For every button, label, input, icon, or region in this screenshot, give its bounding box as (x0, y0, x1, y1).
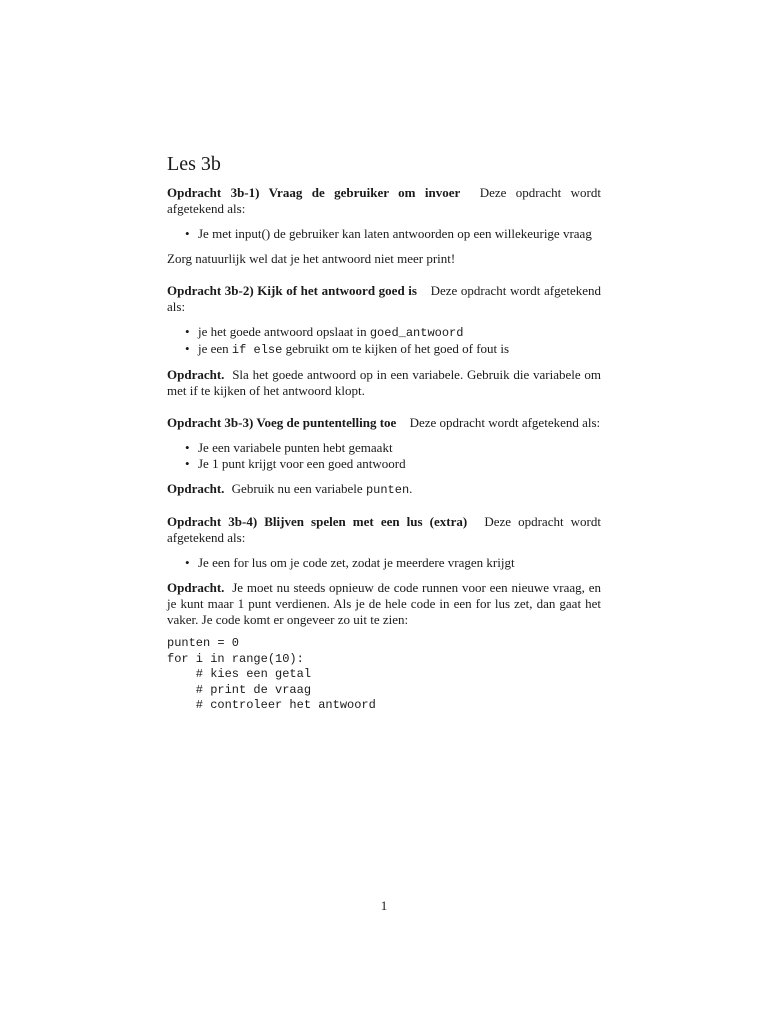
task-header (167, 514, 601, 546)
code-block (167, 636, 601, 714)
task-header (167, 185, 601, 217)
bullet-icon: • (185, 226, 190, 241)
assignment-text-pre: Gebruik nu een variabele (231, 481, 366, 496)
criterion-text: Je met input() de gebruiker kan laten antwoorden op een willekeurige vraag (198, 226, 592, 241)
code-line: # controleer het antwoord (167, 698, 376, 712)
task-3b-2 (167, 283, 601, 399)
task-3b-1 (167, 185, 601, 267)
bullet-icon: • (185, 440, 190, 455)
document-title: Les 3b (167, 153, 221, 175)
task-title: Opdracht 3b-3) Voeg de puntentelling toe (167, 415, 397, 430)
criteria-list (167, 440, 601, 472)
criterion-text-post: gebruikt om te kijken of het goed of fout is (282, 341, 510, 356)
task-intro: Deze opdracht wordt afgetekend als: (167, 514, 601, 545)
list-item (167, 456, 601, 472)
code-line: # kies een getal (167, 667, 312, 681)
criteria-list (167, 555, 601, 571)
list-item (167, 440, 601, 456)
task-note: Zorg natuurlijk wel dat je het antwoord niet meer print! (167, 251, 456, 266)
list-item (167, 324, 601, 341)
bullet-icon: • (185, 341, 190, 356)
task-intro: Deze opdracht wordt afgetekend als: (167, 283, 602, 314)
task-title: Opdracht 3b-1) Vraag de gebruiker om invoer (167, 185, 461, 200)
criterion-text: Je een variabele punten hebt gemaakt (198, 440, 393, 455)
code-line: punten = 0 (167, 636, 240, 650)
criterion-text: Je een for lus om je code zet, zodat je meerdere vragen krijgt (198, 555, 515, 570)
assignment-paragraph (167, 367, 601, 399)
inline-code: if else (231, 343, 283, 357)
task-3b-3 (167, 415, 601, 498)
task-title: Opdracht 3b-2) Kijk of het antwoord goed is (167, 283, 417, 298)
assignment-text-post: . (409, 481, 413, 496)
list-item (167, 555, 601, 571)
task-header (167, 283, 601, 315)
list-item (167, 341, 601, 358)
inline-code: goed_antwoord (369, 326, 464, 340)
page-number: 1 (380, 898, 388, 913)
assignment-lead: Opdracht. (167, 367, 225, 382)
criterion-text-pre: je een (198, 341, 232, 356)
list-item (167, 226, 601, 242)
task-3b-4 (167, 514, 601, 714)
code-line: for i in range(10): (167, 651, 304, 666)
assignment-paragraph (167, 481, 601, 498)
criteria-list (167, 324, 601, 358)
assignment-lead: Opdracht. (167, 481, 225, 496)
task-title: Opdracht 3b-4) Blijven spelen met een lus (extra) (167, 514, 468, 529)
criterion-text: Je 1 punt krijgt voor een goed antwoord (198, 456, 406, 471)
assignment-lead: Opdracht. (167, 580, 225, 595)
criteria-list (167, 226, 601, 242)
task-header (167, 415, 601, 431)
document-page (167, 152, 601, 730)
task-intro: Deze opdracht wordt afgetekend als: (409, 415, 601, 430)
bullet-icon: • (185, 555, 190, 570)
bullet-icon: • (185, 456, 190, 471)
bullet-icon: • (185, 324, 190, 339)
assignment-paragraph (167, 580, 601, 628)
task-intro: Deze opdracht wordt afgetekend als: (167, 185, 601, 216)
code-line: # print de vraag (167, 682, 312, 697)
assignment-text: Je moet nu steeds opnieuw de code runnen voor een nieuwe vraag, en je kunt maar 1 punt verdienen. Als je de hele code in een for lus zet, dan gaat het vaker. Je code komt er ongeveer zo uit te zien: (167, 580, 601, 627)
criterion-text-pre: je het goede antwoord opslaat in (198, 324, 370, 339)
assignment-text: Sla het goede antwoord op in een variabele. Gebruik die variabele om met if te kijken of het antwoord klopt. (167, 367, 601, 398)
inline-code: punten (365, 483, 410, 497)
